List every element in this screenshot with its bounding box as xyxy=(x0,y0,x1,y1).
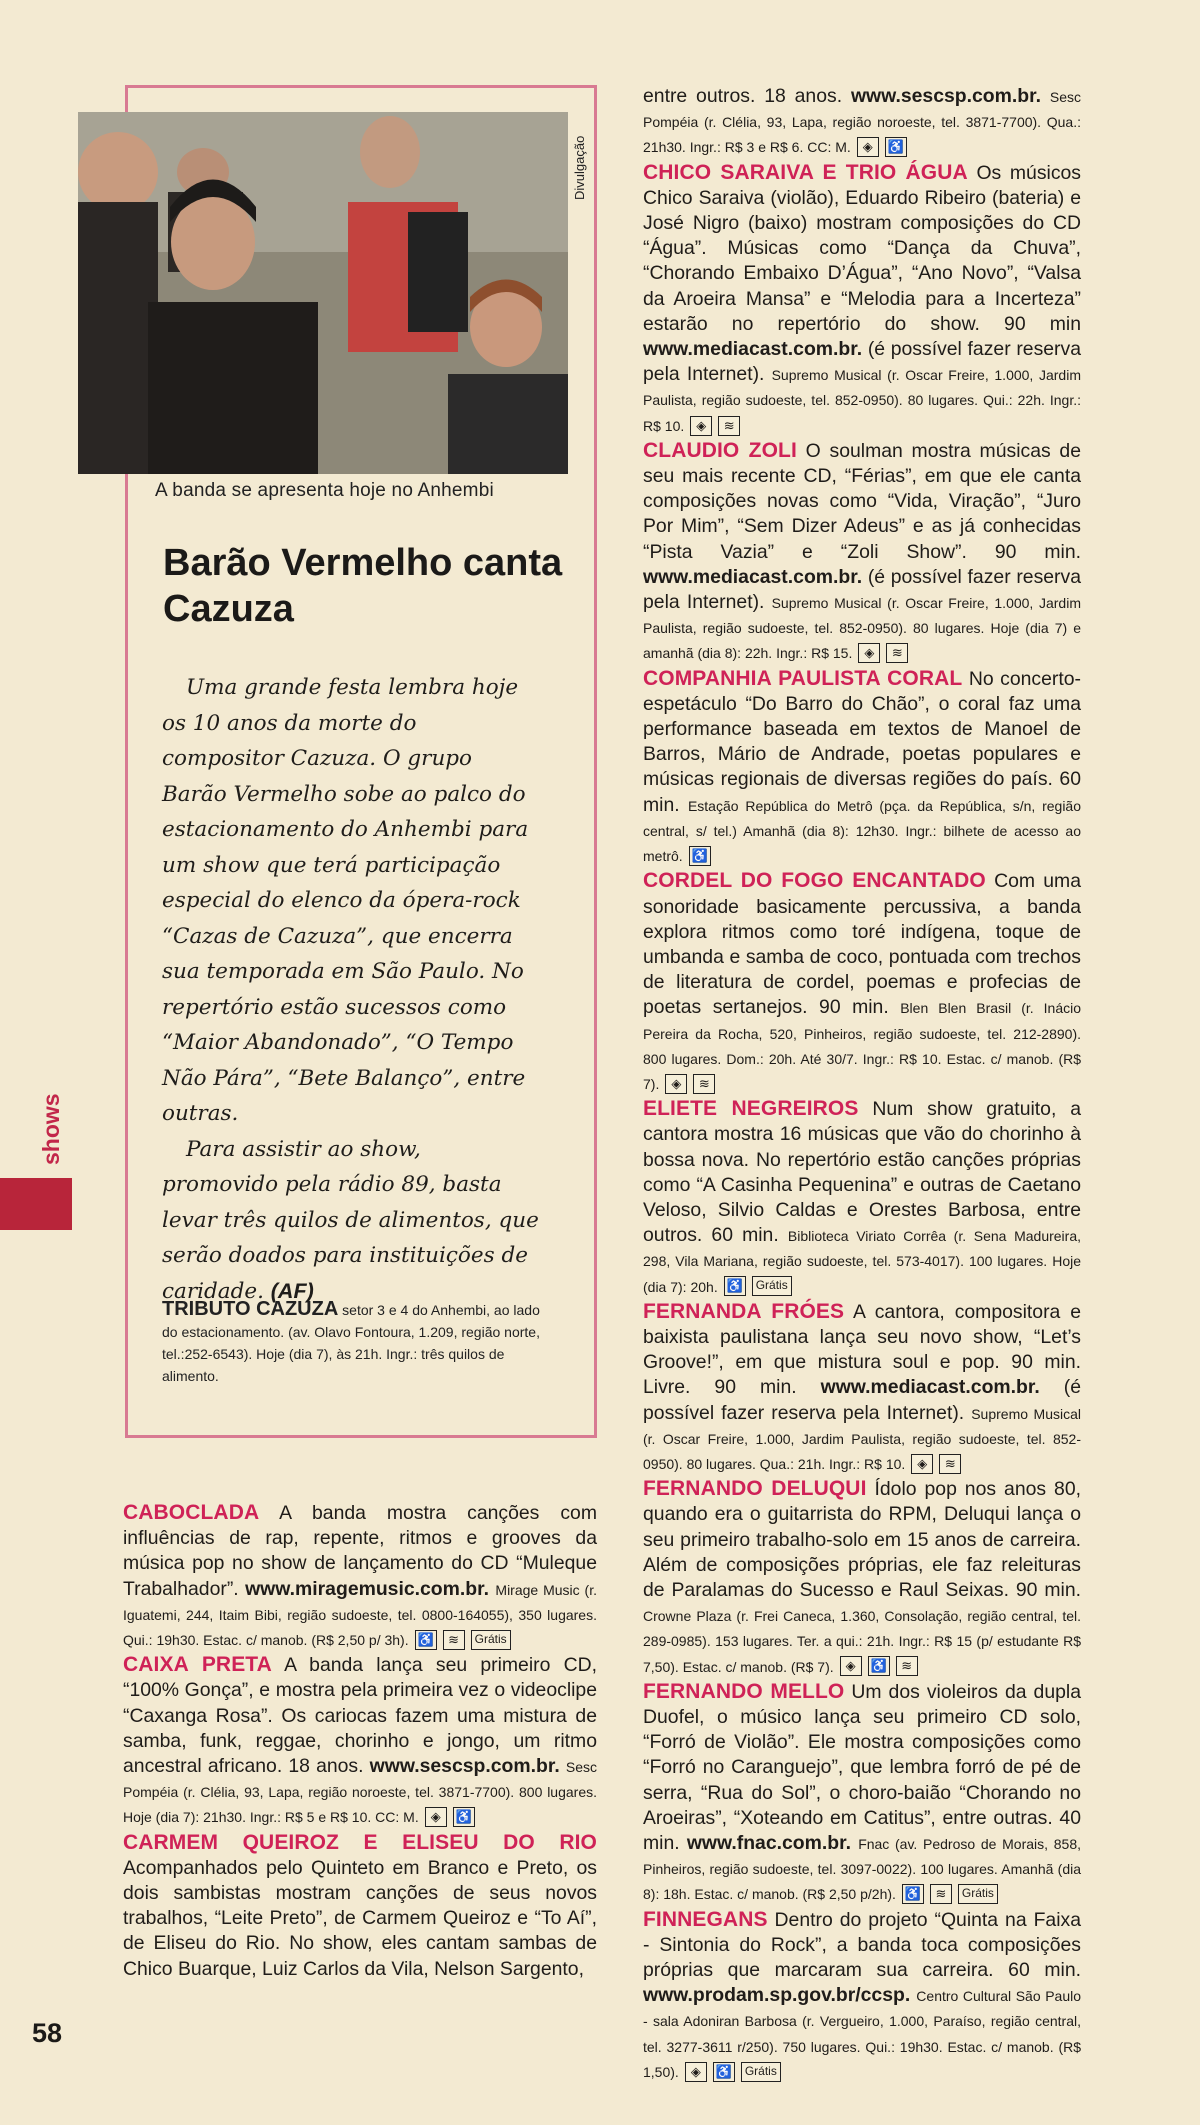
listing-note: (é possível fazer reserva pela Internet). xyxy=(643,338,1081,386)
photo-caption: A banda se apresenta hoje no Anhembi xyxy=(155,480,494,501)
listing-name: CARMEM QUEIROZ E ELISEU DO RIO xyxy=(123,1830,597,1854)
listing-venue: Fnac (av. Pedroso de Morais, 858, Pinheiros, região sudoeste, tel. 3097-0022). 100 lugares. Amanhã (dia 8): 18h. Estac. c/ manob. (R$ 2,50 p/2h). xyxy=(643,1836,1081,1903)
listing-name: COMPANHIA PAULISTA CORAL xyxy=(643,666,963,690)
listing-venue: Supremo Musical (r. Oscar Freire, 1.000, Jardim Paulista, região sudoeste, tel. 852-0950). 80 lugares. Qui.: 22h. Ingr.: R$ 10. xyxy=(643,367,1081,434)
listing-description: A banda mostra canções com influências de rap, repente, ritmos e grooves da música pop no show de lançamento do CD “Muleque Trabalhador”. xyxy=(123,1502,597,1600)
section-label: shows xyxy=(38,1093,64,1165)
listing-entry xyxy=(643,666,1081,869)
credit-card-icon: ◈ xyxy=(840,1656,862,1676)
listing-entry xyxy=(123,1652,597,1829)
feature-body xyxy=(162,670,542,1309)
credit-card-icon: ◈ xyxy=(690,416,712,436)
band-photo-illustration xyxy=(78,112,568,474)
listing-url: www.mediacast.com.br. xyxy=(820,1376,1040,1399)
free-badge: Grátis xyxy=(471,1630,511,1650)
stage-icon: ≋ xyxy=(693,1074,715,1094)
listing-description: A banda lança seu primeiro CD, “100% Gonça”, e mostra pela primeira vez o videoclipe “Caxanga Rosa”. Os cariocas fazem uma mistura de samba, funk, reggae, chorinho e jongo, um ritmo ancestral africano. 18 anos. xyxy=(123,1654,597,1778)
stage-icon: ≋ xyxy=(896,1656,918,1676)
credit-card-icon: ◈ xyxy=(425,1807,447,1827)
listing-entry xyxy=(643,868,1081,1096)
wheelchair-icon: ♿ xyxy=(868,1656,890,1676)
listing-description: No concerto-espetáculo “Do Barro do Chão”, o coral faz uma performance baseada em textos de Manoel de Barros, Mário de Andrade, poetas populares e músicas regionais de diversas regiões do país. 60 min. xyxy=(643,667,1081,816)
stage-icon: ≋ xyxy=(886,643,908,663)
listing-entry xyxy=(643,1907,1081,2084)
wheelchair-icon: ♿ xyxy=(689,846,711,866)
listing-entry xyxy=(643,438,1081,666)
feature-title: Barão Vermelho canta Cazuza xyxy=(163,542,563,630)
listing-name: CLAUDIO ZOLI xyxy=(643,438,797,462)
listing-name: CORDEL DO FOGO ENCANTADO xyxy=(643,869,986,893)
listing-entry xyxy=(123,1830,597,1982)
wheelchair-icon: ♿ xyxy=(713,2062,735,2082)
listing-venue: Centro Cultural São Paulo - sala Adoniran Barbosa (r. Vergueiro, 1.000, Paraíso, região central, tel. 3277-3611 r/250). 750 lugares. Qui.: 19h30. Estac. c/ manob. (R$ 1,50). xyxy=(643,1988,1081,2080)
credit-card-icon: ◈ xyxy=(665,1074,687,1094)
credit-card-icon: ◈ xyxy=(857,137,879,157)
listings-column-right xyxy=(643,84,1081,2084)
stage-icon: ≋ xyxy=(718,416,740,436)
listing-name: FERNANDA FRÓES xyxy=(643,1299,845,1323)
listing-venue: Supremo Musical (r. Oscar Freire, 1.000, Jardim Paulista, região sudoeste, tel. 852-0950). 80 lugares. Qua.: 21h. Ingr.: R$ 10. xyxy=(643,1405,1081,1472)
listing-name: CAIXA PRETA xyxy=(123,1653,272,1677)
listings-column-left xyxy=(123,1500,597,1982)
wheelchair-icon: ♿ xyxy=(453,1807,475,1827)
wheelchair-icon: ♿ xyxy=(415,1630,437,1650)
listing-description: Com uma sonoridade basicamente percussiva, a banda explora ritmos como toré indígena, toque de umbanda e samba de coco, pontuada com trechos de literatura de cordel, poemas e profecias de poetas sertanejos. 90 min. xyxy=(643,870,1081,1019)
feature-paragraph-1: Uma grande festa lembra hoje os 10 anos da morte do compositor Cazuza. O grupo Barão Vermelho sobe ao palco do estacionamento do Anhembi para um show que terá participação especial do elenco da ópera-rock “Cazas de Cazuza”, que encerra sua temporada em São Paulo. No repertório estão sucessos como “Maior Abandonado”, “O Tempo Não Pára”, “Bete Balanço”, entre outras. xyxy=(162,675,529,1126)
listing-venue: Blen Blen Brasil (r. Inácio Pereira da Rocha, 520, Pinheiros, região sudoeste, tel. 212-2890). 800 lugares. Dom.: 20h. Até 30/7. Ingr.: R$ 10. Estac. c/ manob. (R$ 7). xyxy=(643,1000,1082,1092)
feature-event-details: setor 3 e 4 do Anhembi, ao lado do estacionamento. (av. Olavo Fontoura, 1.209, região norte, tel.:252-6543). Hoje (dia 7), às 21h. Ingr.: três quilos de alimento. xyxy=(162,1302,540,1384)
listing-url: www.mediacast.com.br. xyxy=(643,338,863,361)
listing-name: ELIETE NEGREIROS xyxy=(643,1097,859,1121)
wheelchair-icon: ♿ xyxy=(724,1276,746,1296)
listing-venue: Sesc Pompéia (r. Clélia, 93, Lapa, região noroeste, tel. 3871-7700). 800 lugares. Hoje (dia 7): 21h30. Ingr.: R$ 5 e R$ 10. CC: M. xyxy=(123,1759,597,1826)
listing-venue: Supremo Musical (r. Oscar Freire, 1.000, Jardim Paulista, região sudoeste, tel. 852-0950). 80 lugares. Hoje (dia 7) e amanhã (dia 8): 22h. Ingr.: R$ 15. xyxy=(643,595,1081,662)
listing-entry xyxy=(643,1299,1081,1476)
listing-entry xyxy=(643,1096,1081,1299)
free-badge: Grátis xyxy=(741,2062,781,2082)
listing-description: O soulman mostra músicas de seu mais recente CD, “Férias”, em que ele canta composições novas como “Vida, Viração”, “Juro Por Mim”, “Sem Dizer Adeus” e as já conhecidas “Pista Vazia” e “Zoli Show”. 90 min. xyxy=(643,439,1081,563)
credit-card-icon: ◈ xyxy=(911,1454,933,1474)
listing-description: Ídolo pop nos anos 80, quando era o guitarrista do RPM, Deluqui lança o seu primeiro trabalho-solo em 15 anos de carreira. Além de composições próprias, ele faz releituras de Paralamas do Sucesso e Raul Seixas. 90 min. xyxy=(643,1478,1082,1601)
stage-icon: ≋ xyxy=(930,1884,952,1904)
page-number: 58 xyxy=(32,2018,63,2048)
listing-name: CABOCLADA xyxy=(123,1501,260,1524)
stage-icon: ≋ xyxy=(443,1630,465,1650)
listing-name: FERNANDO DELUQUI xyxy=(643,1477,867,1501)
listing-url: www.fnac.com.br. xyxy=(686,1832,851,1855)
listing-url: www.sescsp.com.br. xyxy=(369,1755,560,1778)
listing-entry xyxy=(643,1476,1081,1679)
band-photo xyxy=(78,112,568,474)
listing-name: FINNEGANS xyxy=(643,1907,768,1931)
author-signature: (AF) xyxy=(270,1278,314,1303)
free-badge: Grátis xyxy=(752,1276,792,1296)
listing-entry xyxy=(643,1679,1081,1907)
feature-paragraph-2 xyxy=(162,1132,542,1310)
listing-venue: Sesc Pompéia (r. Clélia, 93, Lapa, região noroeste, tel. 3871-7700). Qua.: 21h30. Ingr.: R$ 3 e R$ 6. CC: M. xyxy=(643,89,1081,156)
listing-venue: Mirage Music (r. Iguatemi, 244, Itaim Bibi, região sudoeste, tel. 0800-164055), 350 lugares. Qui.: 19h30. Estac. c/ manob. (R$ 2,50 p/ 3h). xyxy=(123,1581,598,1649)
listing-description: Acompanhados pelo Quinteto em Branco e Preto, os dois sambistas mostram canções de seus novos trabalhos, “Leite Preto”, de Carmem Queiroz e “To Aí”, de Eliseu do Rio. No show, eles cantam sambas de Chico Buarque, Luiz Carlos da Vila, Nelson Sargento, xyxy=(123,1856,597,1980)
listing-note: (é possível fazer reserva pela Internet). xyxy=(643,565,1081,614)
listing-description: Os músicos Chico Saraiva (violão), Eduardo Ribeiro (bateria) e José Nigro (baixo) mostram composições do CD “Água”. Músicas como “Dança da Chuva”, “Chorando Embaixo D’Água”, “Ano Novo”, “Valsa da Aroeira Mansa” e “Melodia para a Incerteza” estarão no repertório do show. 90 min xyxy=(643,161,1082,335)
credit-card-icon: ◈ xyxy=(858,643,880,663)
listing-entry xyxy=(643,160,1081,438)
feature-event-name: TRIBUTO CAZUZA xyxy=(162,1298,339,1320)
listing-description: entre outros. 18 anos. xyxy=(643,85,843,107)
listing-description: A cantora, compositora e baixista paulistana lança seu novo show, “Let’s Groove!”, em que mistura soul e pop. 90 min. Livre. 90 min. xyxy=(643,1300,1081,1399)
listing-venue: Estação República do Metrô (pça. da República, s/n, região central, s/ tel.) Amanhã (dia 8): 12h30. Ingr.: bilhete de acesso ao metrô. xyxy=(643,797,1081,865)
listing-description: Um dos violeiros da dupla Duofel, o músico lança seu primeiro CD solo, “Forró de Violão”. Ele mostra composições como “Forró no Caranguejo”, que lembra forró de pé de serra, “Rua do Sol”, o choro-baião “Chorando no Aroeiras”, “Xoteando em Catitus”, entre outras. 40 min. xyxy=(643,1680,1081,1855)
feature-event-info xyxy=(162,1298,546,1387)
listing-url: www.mediacast.com.br. xyxy=(643,565,863,588)
listing-url: www.prodam.sp.gov.br/ccsp. xyxy=(643,1984,911,2007)
listing-venue: Crowne Plaza (r. Frei Caneca, 1.360, Consolação, região central, tel. 289-0985). 153 lugares. Ter. a qui.: 21h. Ingr.: R$ 15 (p/ estudante R$ 7,50). Estac. c/ manob. (R$ 7). xyxy=(643,1608,1081,1675)
photo-credit: Divulgação xyxy=(572,135,587,200)
listing-entry xyxy=(643,84,1081,160)
listing-name: CHICO SARAIVA E TRIO ÁGUA xyxy=(643,160,968,184)
listing-venue: Biblioteca Viriato Corrêa (r. Sena Madureira, 298, Vila Mariana, região sudoeste, tel. 573-4017). 100 lugares. Hoje (dia 7): 20h. xyxy=(643,1228,1081,1295)
listing-name: FERNANDO MELLO xyxy=(643,1679,845,1703)
credit-card-icon: ◈ xyxy=(685,2062,707,2082)
listing-note: (é possível fazer reserva pela Internet). xyxy=(643,1376,1081,1424)
listing-entry xyxy=(123,1500,597,1652)
feature-paragraph-2-text: Para assistir ao show, promovido pela rádio 89, basta levar três quilos de alimentos, que serão doados para instituições de caridade. xyxy=(162,1136,539,1304)
wheelchair-icon: ♿ xyxy=(902,1884,924,1904)
free-badge: Grátis xyxy=(958,1884,998,1904)
listing-description: Dentro do projeto “Quinta na Faixa - Sintonia do Rock”, a banda toca composições próprias que marcaram sua carreira. 60 min. xyxy=(643,1908,1081,1982)
listing-url: www.miragemusic.com.br. xyxy=(245,1577,489,1600)
stage-icon: ≋ xyxy=(939,1454,961,1474)
listing-description: Num show gratuito, a cantora mostra 16 músicas que vão do chorinho à bossa nova. No repertório estão canções próprias como “A Casinha Pequenina” e outras de Caetano Veloso, Silvio Caldas e Orestes Barbosa, entre outros. 60 min. xyxy=(643,1098,1081,1247)
wheelchair-icon: ♿ xyxy=(885,137,907,157)
section-tab xyxy=(0,1178,72,1230)
listing-url: www.sescsp.com.br. xyxy=(850,85,1041,107)
